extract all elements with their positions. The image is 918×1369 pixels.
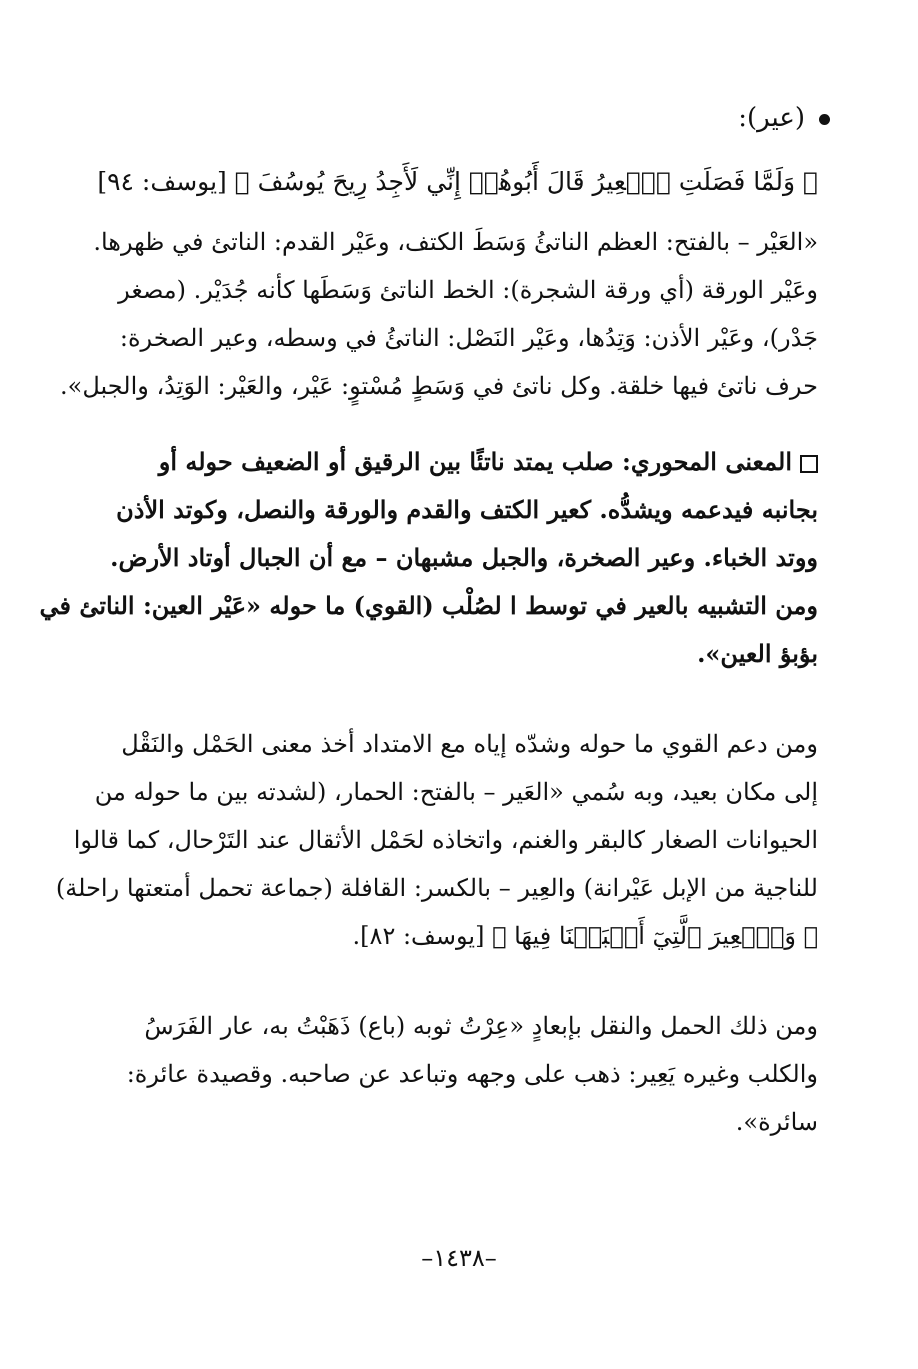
paragraph-line: سائرة». [735,1108,818,1136]
core-meaning-line [100,438,818,486]
paragraph-line: إلى مكان بعيد، وبه سُمي «العَير – بالفتح: الحمار، (لشدته بين ما حوله من [94,778,818,806]
paragraph-line: الحيوانات الصغار كالبقر والغنم، واتخاذه لحَمْل الأثقال عند التَرْحال، كما قالوا [73,826,818,854]
paragraph-travel [100,1002,818,1146]
paragraph-carrying [55,720,818,960]
definition-line: وعَيْر الورقة (أي ورقة الشجرة): الخط الناتئ وَسَطَها كأنه جُدَيْر. (مصغر [118,276,818,304]
quran-verse-yusuf-82: ﴿ وَٱلۡعِيرَ ٱلَّتِيٓ أَقۡبَلۡنَا فِيهَا ﴾ [يوسف: ٨٢]. [352,922,818,950]
page-number: –١٤٣٨– [421,1244,497,1272]
square-icon [800,455,818,473]
definition-line: جَدْر)، وعَيْر الأذن: وَتِدُها، وعَيْر النَصْل: الناتئُ في وسطه، وعير الصخرة: [119,324,818,352]
core-meaning-text: المعنى المحوري: صلب يمتد ناتئًا بين الرقيق أو الضعيف حوله أو [158,447,792,476]
definition-line: حرف ناتئ فيها خلقة. وكل ناتئ في وَسَطٍ مُسْتوٍ: عَيْر، والعَيْر: الوَتِدُ، والجبل». [60,372,818,400]
paragraph-line: والكلب وغيره يَعِير: ذهب على وجهه وتباعد عن صاحبه. وقصيدة عائرة: [126,1060,818,1088]
core-meaning-line: ووتد الخباء. وعير الصخرة، والجبل مشبهان – مع أن الجبال أوتاد الأرض. [110,543,818,572]
quran-verse-yusuf-94: ﴿ وَلَمَّا فَصَلَتِ ٱلۡعِيرُ قَالَ أَبُوهُمۡ إِنِّي لَأَجِدُ رِيحَ يُوسُفَ ﴾ [يوسف: ٩٤] [97,167,818,196]
paragraph-line: ومن ذلك الحمل والنقل بإبعادٍ «عِرْتُ ثوبه (باع) ذَهَبْتُ به، عار الفَرَسُ [144,1012,818,1040]
core-meaning-paragraph [39,438,818,678]
core-meaning-line: بؤبؤ العين». [697,639,818,668]
definition-line: «العَيْر – بالفتح: العظم الناتئُ وَسَطَ الكتف، وعَيْر القدم: الناتئ في ظهرها. [93,228,818,256]
entry-heading [738,98,830,138]
core-meaning-line: ومن التشبيه بالعير في توسط ا لصُلْب (القوي) ما حوله «عَيْر العين: الناتئ في [39,591,818,620]
definition-paragraph [60,218,818,410]
paragraph-line: ومن دعم القوي ما حوله وشدّه إياه مع الامتداد أخذ معنى الحَمْل والنَقْل [121,730,818,758]
paragraph-line: للناجية من الإبل عَيْرانة) والعِير – بالكسر: القافلة (جماعة تحمل أمتعتها راحلة) [55,874,818,902]
bullet-icon [819,114,830,125]
core-meaning-line: بجانبه فيدعمه ويشدُّه. كعير الكتف والقدم والورقة والنصل، وكوتد الأذن [116,495,818,524]
heading-label: (عير): [738,103,805,133]
